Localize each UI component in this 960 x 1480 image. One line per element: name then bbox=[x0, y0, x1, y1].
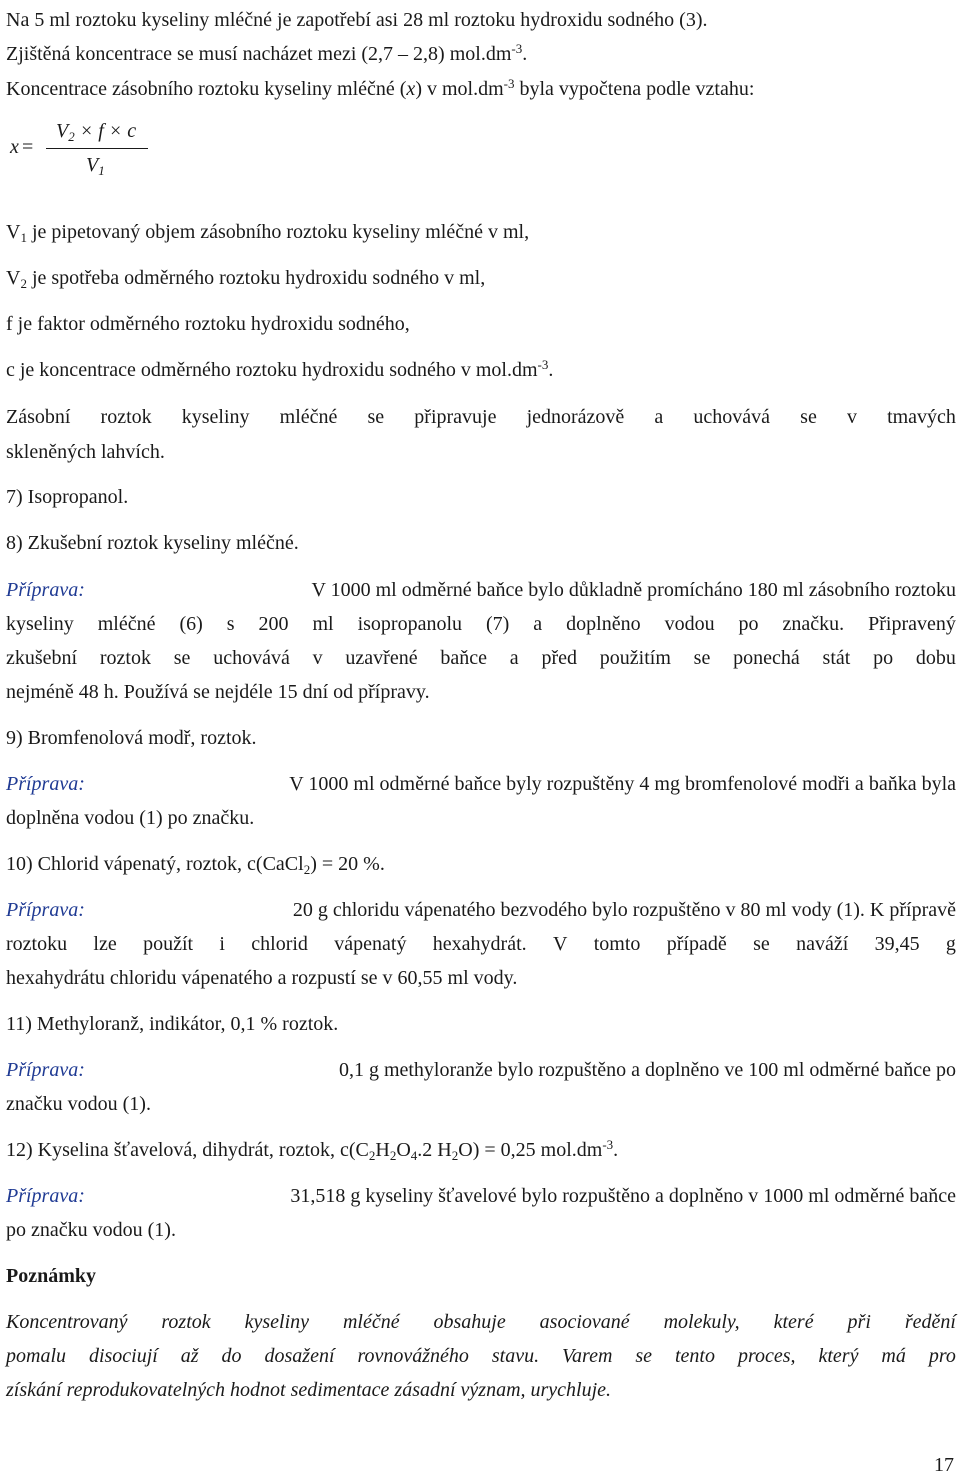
prep-8-line-3 bbox=[6, 646, 956, 670]
word: při bbox=[847, 1311, 871, 1333]
word: má bbox=[881, 1345, 906, 1367]
formula-denominator: $V_1$ bbox=[86, 154, 105, 178]
text-line: Koncentrace zásobního roztoku kyseliny mléčné (x) v $mol.dm^{-3}$ byla vypočtena podle vztahu: bbox=[6, 76, 755, 100]
word: pomalu bbox=[6, 1345, 66, 1367]
word: v bbox=[312, 647, 323, 669]
word: roztok bbox=[161, 1311, 211, 1333]
prep-label: Příprava: bbox=[6, 579, 85, 601]
page-number: 17 bbox=[934, 1454, 954, 1476]
word: proces, bbox=[737, 1345, 796, 1367]
prep-11-line-2: značku vodou (1). bbox=[6, 1093, 151, 1115]
word: před bbox=[541, 647, 577, 669]
word: 39,45 bbox=[874, 933, 920, 955]
word: vodou bbox=[664, 613, 715, 635]
prep-8-line-2 bbox=[6, 612, 956, 636]
word: V bbox=[552, 933, 568, 955]
note-line-1 bbox=[6, 1310, 956, 1334]
word: chlorid bbox=[251, 933, 308, 955]
word: hexahydrát. bbox=[432, 933, 527, 955]
word: mléčné bbox=[279, 406, 338, 428]
word: lze bbox=[93, 933, 117, 955]
word: disociují bbox=[88, 1345, 158, 1367]
formula-lhs: x bbox=[10, 136, 19, 158]
word: vápenatý bbox=[334, 933, 407, 955]
word: ředění bbox=[904, 1311, 956, 1333]
prep-12-line-2: po značku vodou (1). bbox=[6, 1219, 176, 1241]
word: Připravený bbox=[868, 613, 956, 635]
word: který bbox=[818, 1345, 859, 1367]
concentration-formula bbox=[10, 120, 210, 190]
note-line-3: získání reprodukovatelných hodnot sedimentace zásadní význam, urychluje. bbox=[6, 1379, 612, 1401]
word: uchovává bbox=[693, 406, 771, 428]
word: se bbox=[367, 406, 385, 428]
section-heading-9: 9) Bromfenolová modř, roztok. bbox=[6, 727, 257, 749]
prep-8-line-1: Příprava: V 1000 ml odměrné baňce bylo důkladně promícháno 180 ml zásobního roztoku bbox=[6, 579, 956, 601]
word: mléčné bbox=[342, 1311, 400, 1333]
definition-v2: $V_2$ je spotřeba odměrného roztoku hydroxidu sodného v ml, bbox=[6, 267, 486, 291]
word: Koncentrovaný bbox=[6, 1311, 128, 1333]
section-heading-11: 11) Methyloranž, indikátor, 0,1 % roztok. bbox=[6, 1013, 339, 1035]
word: se bbox=[753, 933, 770, 955]
word: roztoku bbox=[6, 933, 68, 955]
word: (7) bbox=[486, 613, 510, 635]
storage-line-1 bbox=[6, 405, 956, 429]
word: připravuje bbox=[414, 406, 497, 428]
prep-9-line-1: Příprava: V 1000 ml odměrné baňce byly rozpuštěny 4 mg bromfenolové modři a baňka byla bbox=[6, 773, 956, 795]
word: baňce bbox=[440, 647, 487, 669]
word: tmavých bbox=[887, 406, 956, 428]
word: tento bbox=[675, 1345, 715, 1367]
word: jednorázově bbox=[526, 406, 625, 428]
text-line: Zjištěná koncentrace se musí nacházet mezi (2,7 – 2,8) $mol.dm^{-3}$. bbox=[6, 41, 528, 65]
note-line-2 bbox=[6, 1344, 956, 1368]
word: obsahuje bbox=[433, 1311, 506, 1333]
word: stát bbox=[822, 647, 851, 669]
word: které bbox=[773, 1311, 814, 1333]
word: uchovává bbox=[213, 647, 290, 669]
word: g bbox=[945, 933, 956, 955]
word: mléčné bbox=[97, 613, 156, 635]
word: se bbox=[693, 647, 711, 669]
prep-10-line-2 bbox=[6, 932, 956, 956]
word: (6) bbox=[179, 613, 203, 635]
prep-10-line-1: Příprava: 20 g chloridu vápenatého bezvodého bylo rozpuštěno v 80 ml vody (1). K přípravě bbox=[6, 899, 956, 921]
prep-label: Příprava: bbox=[6, 1185, 85, 1207]
word: stavu. bbox=[491, 1345, 540, 1367]
formula-equals: = bbox=[22, 136, 34, 158]
word: po bbox=[873, 647, 894, 669]
prep-label: Příprava: bbox=[6, 773, 85, 795]
text-line: Na 5 ml roztoku kyseliny mléčné je zapotřebí asi 28 ml roztoku hydroxidu sodného (3). bbox=[6, 9, 708, 31]
word: doplněno bbox=[566, 613, 641, 635]
word: roztok bbox=[99, 647, 151, 669]
word: rovnovážného bbox=[357, 1345, 469, 1367]
word: ml bbox=[312, 613, 334, 635]
prep-11-line-1: Příprava: 0,1 g methyloranže bylo rozpuštěno a doplněno ve 100 ml odměrné baňce po bbox=[6, 1059, 956, 1081]
word: ponechá bbox=[733, 647, 800, 669]
word: a bbox=[509, 647, 519, 669]
definition-c: c je koncentrace odměrného roztoku hydroxidu sodného v $mol.dm^{-3}$. bbox=[6, 357, 554, 381]
word: případě bbox=[666, 933, 727, 955]
word: dosažení bbox=[264, 1345, 335, 1367]
word: 200 bbox=[258, 613, 289, 635]
word: naváží bbox=[796, 933, 849, 955]
word: kyseliny bbox=[6, 613, 74, 635]
word: dobu bbox=[915, 647, 956, 669]
word: použitím bbox=[599, 647, 671, 669]
section-heading-12: 12) Kyselina šťavelová, dihydrát, roztok, $c(C_2H_2O_4.2$ $H_2O) = 0,25$ $mol.dm^{-3}$. bbox=[6, 1137, 619, 1163]
section-heading-8: 8) Zkušební roztok kyseliny mléčné. bbox=[6, 532, 299, 554]
word: se bbox=[800, 406, 817, 428]
word: po bbox=[738, 613, 759, 635]
word: a bbox=[533, 613, 543, 635]
notes-heading: Poznámky bbox=[6, 1265, 96, 1287]
word: roztok bbox=[100, 406, 152, 428]
prep-label: Příprava: bbox=[6, 1059, 85, 1081]
word: kyseliny bbox=[181, 406, 250, 428]
definition-v1: $V_1$ je pipetovaný objem zásobního roztoku kyseliny mléčné v ml, bbox=[6, 221, 530, 245]
section-heading-10: 10) Chlorid vápenatý, roztok, c(CaCl$_2$) = 20 %. bbox=[6, 853, 385, 877]
word: použít bbox=[143, 933, 194, 955]
word: se bbox=[173, 647, 191, 669]
word: se bbox=[635, 1345, 653, 1367]
section-heading-7: 7) Isopropanol. bbox=[6, 486, 129, 508]
prep-8-line-4: nejméně 48 h. Používá se nejdéle 15 dní od přípravy. bbox=[6, 681, 430, 703]
word: tomto bbox=[593, 933, 641, 955]
word: až bbox=[180, 1345, 199, 1367]
storage-line-2: skleněných lahvích. bbox=[6, 441, 165, 463]
word: značku. bbox=[782, 613, 845, 635]
prep-9-line-2: doplněna vodou (1) po značku. bbox=[6, 807, 255, 829]
word: s bbox=[226, 613, 235, 635]
word: v bbox=[846, 406, 857, 428]
word: a bbox=[654, 406, 664, 428]
word: uzavřené bbox=[345, 647, 418, 669]
word: Zásobní bbox=[6, 406, 71, 428]
definition-f: f je faktor odměrného roztoku hydroxidu sodného, bbox=[6, 313, 410, 335]
word: i bbox=[219, 933, 225, 955]
prep-10-line-3: hexahydrátu chloridu vápenatého a rozpustí se v 60,55 ml vody. bbox=[6, 967, 518, 989]
word: asociované bbox=[539, 1311, 630, 1333]
word: Varem bbox=[562, 1345, 613, 1367]
word: zkušební bbox=[6, 647, 78, 669]
word: isopropanolu bbox=[357, 613, 463, 635]
fraction-bar bbox=[46, 148, 148, 149]
prep-12-line-1: Příprava: 31,518 g kyseliny šťavelové bylo rozpuštěno a doplněno v 1000 ml odměrné baňce bbox=[6, 1185, 956, 1207]
word: do bbox=[221, 1345, 242, 1367]
word: kyseliny bbox=[244, 1311, 309, 1333]
word: pro bbox=[928, 1345, 956, 1367]
word: molekuly, bbox=[663, 1311, 740, 1333]
prep-label: Příprava: bbox=[6, 899, 85, 921]
formula-numerator: $V_2 \times f \times c$ bbox=[56, 120, 137, 144]
